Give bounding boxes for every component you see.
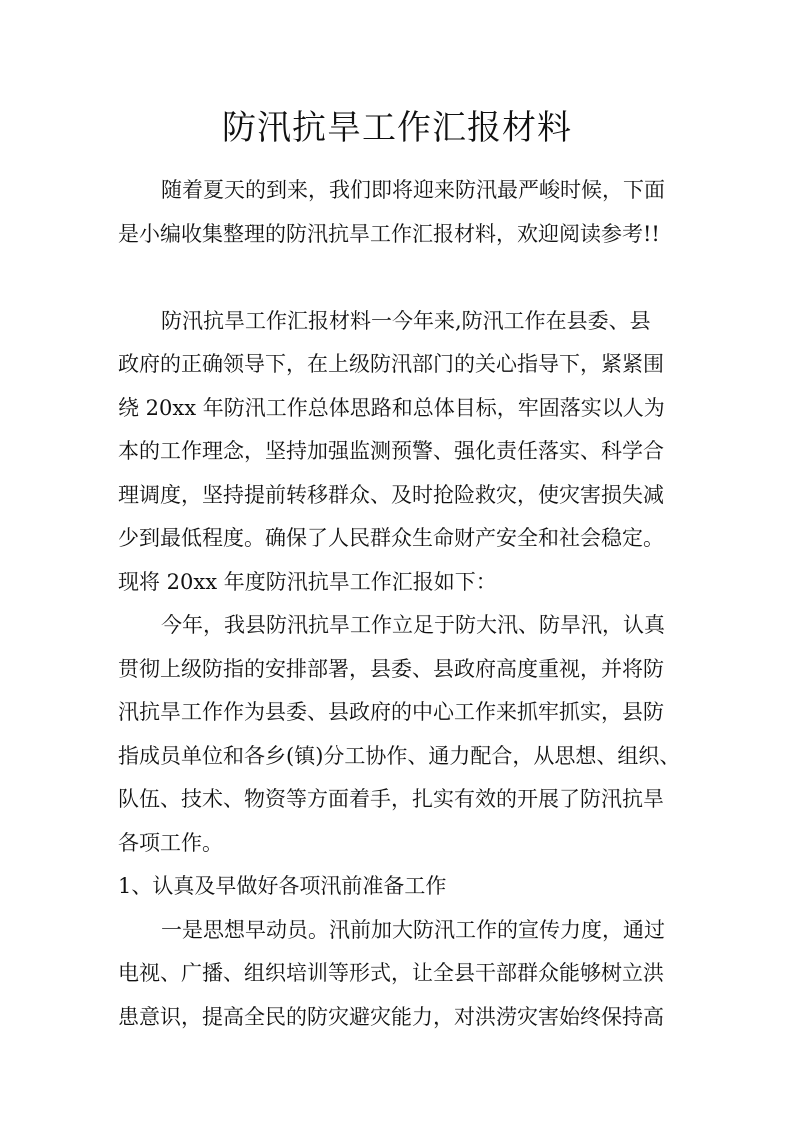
paragraph-line: 队伍、技术、物资等方面着手，扎实有效的开展了防汛抗旱 xyxy=(118,787,664,811)
paragraph-line: 患意识，提高全民的防灾避灾能力，对洪涝灾害始终保持高 xyxy=(118,1004,664,1029)
paragraph-line: 防汛抗旱工作汇报材料一今年来,防汛工作在县委、县 xyxy=(161,308,651,333)
paragraph-line: 随着夏天的到来，我们即将迎来防汛最严峻时候，下面 xyxy=(161,178,665,202)
paragraph-line: 绕 20xx 年防汛工作总体思路和总体目标，牢固落实以人为 xyxy=(118,395,665,420)
paragraph-line: 各项工作。 xyxy=(118,830,223,855)
paragraph-line: 理调度，坚持提前转移群众、及时抢险救灾，使灾害损失减 xyxy=(118,482,664,507)
paragraph-gap xyxy=(118,256,678,300)
paragraph-line: 政府的正确领导下，在上级防汛部门的关心指导下，紧紧围 xyxy=(118,352,664,376)
paragraph-line: 现将 20xx 年度防汛抗旱工作汇报如下： xyxy=(118,569,497,594)
document-body xyxy=(118,169,681,1039)
paragraph-line: 汛抗旱工作作为县委、县政府的中心工作来抓牢抓实，县防 xyxy=(118,700,664,724)
paragraph-line: 贯彻上级防指的安排部署，县委、县政府高度重视，并将防 xyxy=(118,656,664,681)
paragraph-line: 电视、广播、组织培训等形式，让全县干部群众能够树立洪 xyxy=(118,961,664,985)
page-title: 防汛抗旱工作汇报材料 xyxy=(222,108,572,148)
paragraph-line: 本的工作理念，坚持加强监测预警、强化责任落实、科学合 xyxy=(118,439,664,463)
paragraph-line: 指成员单位和各乡(镇)分工协作、通力配合，从思想、组织、 xyxy=(118,743,681,768)
paragraph-line: 一是思想早动员。汛前加大防汛工作的宣传力度，通过 xyxy=(161,917,665,942)
paragraph-line: 少到最低程度。确保了人民群众生命财产安全和社会稳定。 xyxy=(118,526,664,550)
section-heading: 1、认真及早做好各项汛前准备工作 xyxy=(118,874,447,898)
paragraph-line: 今年，我县防汛抗旱工作立足于防大汛、防旱汛，认真 xyxy=(161,613,665,637)
paragraph-line: 是小编收集整理的防汛抗旱工作汇报材料，欢迎阅读参考!! xyxy=(118,221,660,246)
